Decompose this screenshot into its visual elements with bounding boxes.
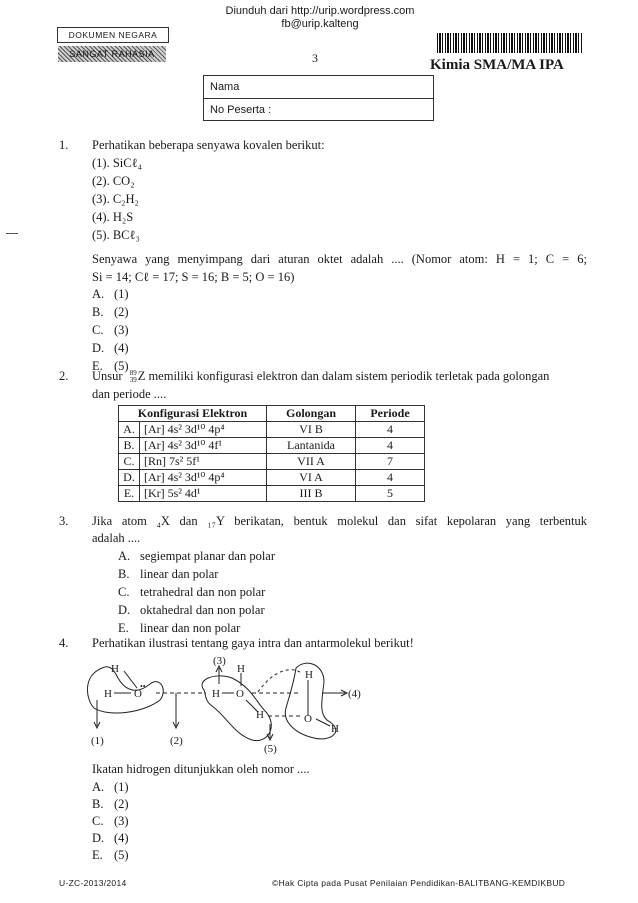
left-molecule-outline xyxy=(87,667,163,713)
q1-item-3: (3). C₂H₂ xyxy=(92,192,139,206)
q4-option-d[interactable]: D. (4) xyxy=(92,831,129,845)
header-konfigurasi: Konfigurasi Elektron xyxy=(119,406,267,422)
q1-question-line1: Senyawa yang menyimpang dari aturan oktet adalah .... (Nomor atom: H = 1; C = 6; xyxy=(92,252,587,266)
q3-number: 3. xyxy=(59,514,69,528)
q3-option-a[interactable]: A. segiempat planar dan polar xyxy=(118,549,276,563)
q1-option-b[interactable]: B. (2) xyxy=(92,305,129,319)
q3-option-c[interactable]: C. tetrahedral dan non polar xyxy=(118,585,266,599)
atom-o-center: O xyxy=(236,688,244,700)
atom-h-center-top: H xyxy=(237,663,245,675)
q3-stem-line1: Jika atom ₄X dan ₁₇Y berikatan, bentuk molekul dan sifat kepolaran yang terbentuk xyxy=(92,514,587,528)
atom-h-center-bottom: H xyxy=(256,709,264,721)
q4-option-b[interactable]: B. (2) xyxy=(92,797,129,811)
nama-field[interactable]: Nama xyxy=(210,81,240,93)
q2-stem-line2: dan periode .... xyxy=(92,387,167,401)
q3-option-d[interactable]: D. oktahedral dan non polar xyxy=(118,603,265,617)
subject-title: Kimia SMA/MA IPA xyxy=(430,57,564,73)
q2-nuclide-notation: 89 39 xyxy=(129,369,137,385)
label-4: (4) xyxy=(348,688,361,700)
table-row[interactable]: C. [Rn] 7s² 5f¹ VII A 7 xyxy=(119,454,425,470)
q1-item-5: (5). BCℓ₃ xyxy=(92,228,140,242)
download-source: Diunduh dari http://urip.wordpress.com xyxy=(225,5,415,17)
contact-info: fb@urip.kalteng xyxy=(281,18,359,30)
atom-h-left: H xyxy=(104,688,112,700)
q4-option-c[interactable]: C. (3) xyxy=(92,814,129,828)
footer-code: U-ZC-2013/2014 xyxy=(59,878,127,888)
q1-item-2: (2). CO₂ xyxy=(92,174,135,188)
lone-pair-left: •• xyxy=(140,682,146,691)
label-3: (3) xyxy=(213,655,226,667)
q4-number: 4. xyxy=(59,636,69,650)
q1-stem: Perhatikan beberapa senyawa kovalen berikut: xyxy=(92,138,325,152)
bond-o-h-right xyxy=(316,719,330,726)
atom-h-right-top: H xyxy=(305,669,313,681)
table-row[interactable]: D. [Ar] 4s² 3d¹⁰ 4p⁴ VI A 4 xyxy=(119,470,425,486)
q3-stem-line2: adalah .... xyxy=(92,531,141,545)
q4-stem: Perhatikan ilustrasi tentang gaya intra dan antarmolekul berikut! xyxy=(92,636,414,650)
q1-option-d[interactable]: D. (4) xyxy=(92,341,129,355)
q4-question: Ikatan hidrogen ditunjukkan oleh nomor .... xyxy=(92,762,310,776)
peserta-field[interactable]: No Peserta : xyxy=(204,98,433,120)
q1-item-4: (4). H₂S xyxy=(92,210,134,224)
atom-o-left: O xyxy=(134,688,142,700)
header-golongan: Golongan xyxy=(267,406,356,422)
table-row[interactable]: E. [Kr] 5s² 4d¹ III B 5 xyxy=(119,486,425,502)
q2-stem: Unsur 89 39 Z memiliki konfigurasi elektron dan dalam sistem periodik terletak pada golongan xyxy=(92,369,550,385)
sangat-rahasia-stamp: SANGAT RAHASIA xyxy=(58,46,166,62)
q4-option-e[interactable]: E. (5) xyxy=(92,848,129,862)
atom-o-right: O xyxy=(304,713,312,725)
q1-number: 1. xyxy=(59,138,69,152)
q4-option-a[interactable]: A. (1) xyxy=(92,780,129,794)
q2-number: 2. xyxy=(59,369,69,383)
label-5: (5) xyxy=(264,743,277,755)
bond-h-o-left-top xyxy=(124,671,137,688)
label-2: (2) xyxy=(170,735,183,747)
q1-option-c[interactable]: C. (3) xyxy=(92,323,129,337)
q1-option-a[interactable]: A. (1) xyxy=(92,287,129,301)
label-1: (1) xyxy=(91,735,104,747)
atom-h-left-top: H xyxy=(111,663,119,675)
dokumen-negara-box: DOKUMEN NEGARA xyxy=(57,27,169,43)
q3-option-b[interactable]: B. linear dan polar xyxy=(118,567,219,581)
header-periode: Periode xyxy=(356,406,425,422)
footer-copyright: ©Hak Cipta pada Pusat Penilaian Pendidikan-BALITBANG-KEMDIKBUD xyxy=(272,878,566,888)
q1-question-line2: Si = 14; Cℓ = 17; S = 16; B = 5; O = 16) xyxy=(92,270,295,284)
table-row[interactable]: B. [Ar] 4s² 3d¹⁰ 4f¹ Lantanida 4 xyxy=(119,438,425,454)
page-number: 3 xyxy=(312,51,318,65)
atom-h-right: H xyxy=(331,723,339,735)
q1-item-1: (1). SiCℓ₄ xyxy=(92,156,142,170)
q1-option-e[interactable]: E. (5) xyxy=(92,359,129,373)
table-row[interactable]: A. [Ar] 4s² 3d¹⁰ 4p⁴ VI B 4 xyxy=(119,422,425,438)
atom-h-center-left: H xyxy=(212,688,220,700)
q3-option-e[interactable]: E. linear dan non polar xyxy=(118,621,241,635)
